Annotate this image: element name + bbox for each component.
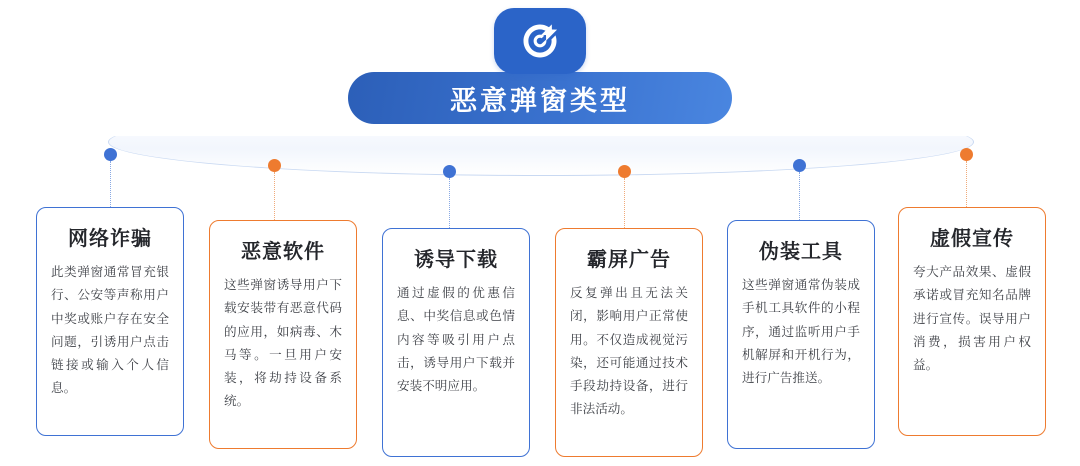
- card-disguised-tools[interactable]: [727, 220, 875, 449]
- target-arrow-icon: [516, 17, 564, 65]
- card-title: 网络诈骗: [68, 228, 152, 250]
- card-body: 反复弹出且无法关闭，影响用户正常使用。不仅造成视觉污染，还可能通过技术手段劫持设备，进行非法活动。: [570, 286, 688, 417]
- node-dot-2: [268, 159, 281, 172]
- node-dot-5: [793, 159, 806, 172]
- card-lure-download[interactable]: [382, 228, 530, 457]
- connector-2: [274, 172, 275, 220]
- diagram-title-pill: [348, 72, 732, 124]
- card-body: 此类弹窗通常冒充银行、公安等声称用户中奖或账户存在安全问题，引诱用户点击链接或输入个人信息。: [51, 265, 169, 396]
- card-title: 虚假宣传: [930, 228, 1014, 250]
- card-title: 恶意软件: [241, 241, 325, 263]
- connector-4: [624, 178, 625, 228]
- connector-5: [799, 172, 800, 220]
- diagram-header: [0, 0, 1080, 150]
- card-title: 诱导下载: [414, 249, 498, 271]
- card-screen-hogging-ads[interactable]: [555, 228, 703, 457]
- card-body: 通过虚假的优惠信息、中奖信息或色情内容等吸引用户点击，诱导用户下载并安装不明应用。: [397, 286, 515, 394]
- connector-3: [449, 178, 450, 228]
- node-dot-4: [618, 165, 631, 178]
- connector-1: [110, 161, 111, 207]
- card-body: 这些弹窗诱导用户下载安装带有恶意代码的应用，如病毒、木马等。一旦用户安装，将劫持设备系统。: [224, 278, 342, 409]
- logo-badge: [494, 8, 586, 74]
- node-dot-3: [443, 165, 456, 178]
- card-title: 霸屏广告: [587, 249, 671, 271]
- card-malware[interactable]: [209, 220, 357, 449]
- connector-6: [966, 161, 967, 207]
- card-body: 夸大产品效果、虚假承诺或冒充知名品牌进行宣传。误导用户消费，损害用户权益。: [913, 265, 1031, 373]
- card-false-advertising[interactable]: [898, 207, 1046, 436]
- card-body: 这些弹窗通常伪装成手机工具软件的小程序，通过监听用户手机解屏和开机行为，进行广告推送。: [742, 278, 860, 386]
- page-title: 恶意弹窗类型: [450, 85, 630, 116]
- card-network-fraud[interactable]: [36, 207, 184, 436]
- node-dot-1: [104, 148, 117, 161]
- card-title: 伪装工具: [759, 241, 843, 263]
- node-dot-6: [960, 148, 973, 161]
